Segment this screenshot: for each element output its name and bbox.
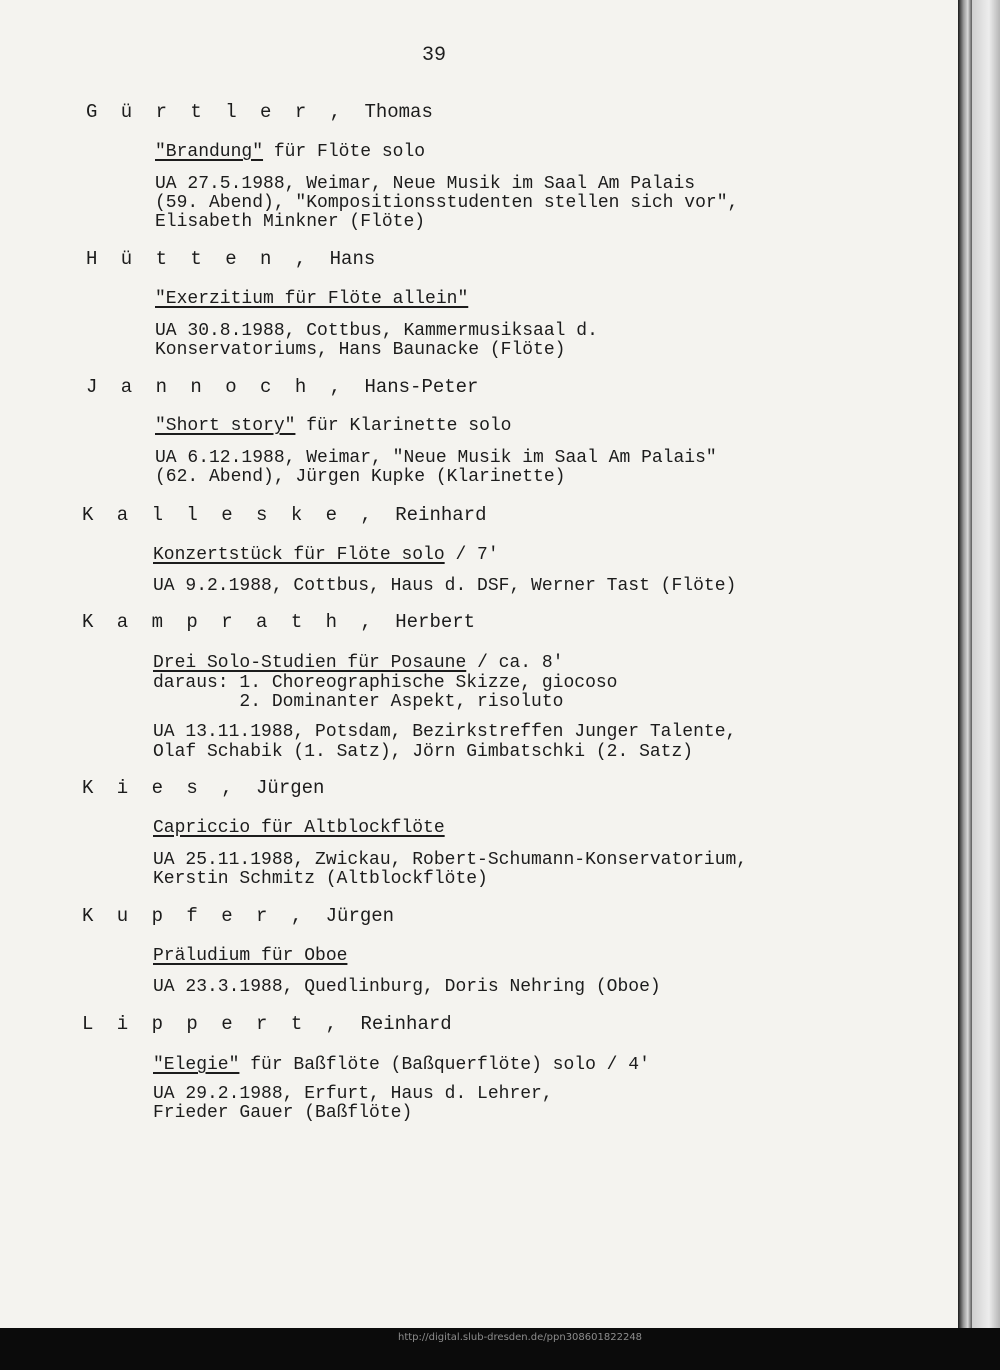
premiere-detail-line: (62. Abend), Jürgen Kupke (Klarinette) [155,467,566,487]
work-title-line [155,142,425,162]
premiere-detail-line: UA 30.8.1988, Cottbus, Kammermusiksaal d. [155,321,598,341]
premiere-detail-line: (59. Abend), "Kompositionsstudenten stellen sich vor", [155,193,739,213]
composer-first-name: Reinhard [360,1013,452,1035]
premiere-detail-line: UA 9.2.1988, Cottbus, Haus d. DSF, Werner Tast (Flöte) [153,576,737,596]
premiere-detail-line: UA 29.2.1988, Erfurt, Haus d. Lehrer, [153,1084,553,1104]
composer-first-name: Jürgen [325,905,395,927]
composer-surname: H ü t t e n , [86,248,313,270]
premiere-detail-line: UA 27.5.1988, Weimar, Neue Musik im Saal Am Palais [155,174,696,194]
composer-name [86,249,375,269]
premiere-detail-line: Konservatoriums, Hans Baunacke (Flöte) [155,340,566,360]
premiere-detail-line: UA 6.12.1988, Weimar, "Neue Musik im Saal Am Palais" [155,448,717,468]
work-title: "Elegie" [153,1055,240,1075]
work-title: Präludium für Oboe [153,946,348,966]
work-suffix: für Flöte solo [263,142,426,162]
work-suffix: / 7' [444,545,499,565]
composer-name [82,1014,452,1034]
source-url: http://digital.slub-dresden.de/ppn308601822248 [398,1332,643,1343]
premiere-detail-line: Olaf Schabik (1. Satz), Jörn Gimbatschki (2. Satz) [153,742,694,762]
page-edge-shadow [958,0,972,1370]
work-title-line [153,545,499,565]
work-title: "Short story" [155,416,296,436]
work-title-line [155,416,511,436]
work-title-line [153,946,347,966]
composer-first-name: Hans [329,248,376,270]
composer-first-name: Hans-Peter [364,376,479,398]
work-title-line [155,289,468,309]
composer-surname: L i p p e r t , [82,1013,344,1035]
composer-first-name: Jürgen [256,777,325,799]
work-suffix: für Klarinette solo [295,416,512,436]
composer-surname: G ü r t l e r , [86,101,348,123]
composer-first-name: Reinhard [395,504,487,526]
premiere-detail-line: UA 23.3.1988, Quedlinburg, Doris Nehring (Oboe) [153,977,661,997]
composer-name [82,612,475,632]
composer-name [82,778,324,798]
composer-name [82,906,394,926]
composer-first-name: Thomas [364,101,433,123]
work-title: "Brandung" [155,142,264,162]
work-title: Capriccio für Altblockflöte [153,818,445,838]
work-title-line [153,653,563,673]
composer-surname: J a n n o c h , [86,376,348,398]
composer-name [82,505,486,525]
work-suffix: / ca. 8' [466,653,564,673]
work-title-line [153,1055,650,1075]
page-number: 39 [422,44,447,67]
movement-line: daraus: 1. Choreographische Skizze, giocoso [153,673,618,693]
premiere-detail-line: UA 13.11.1988, Potsdam, Bezirkstreffen Junger Talente, [153,722,737,742]
work-title-line [153,818,445,838]
premiere-detail-line: Elisabeth Minkner (Flöte) [155,212,426,232]
composer-surname: K u p f e r , [82,905,309,927]
work-title: "Exerzitium für Flöte allein" [155,289,469,309]
book-page-stack [972,0,1000,1370]
composer-first-name: Herbert [395,611,476,633]
work-suffix: für Baßflöte (Baßquerflöte) solo / 4' [239,1055,650,1075]
composer-name [86,102,433,122]
premiere-detail-line: Frieder Gauer (Baßflöte) [153,1103,413,1123]
composer-surname: K a l l e s k e , [82,504,378,526]
work-title: Drei Solo-Studien für Posaune [153,653,467,673]
movement-line: 2. Dominanter Aspekt, risoluto [153,692,564,712]
composer-surname: K i e s , [82,777,239,799]
premiere-detail-line: UA 25.11.1988, Zwickau, Robert-Schumann-Konservatorium, [153,850,748,870]
composer-name [86,377,478,397]
premiere-detail-line: Kerstin Schmitz (Altblockflöte) [153,869,488,889]
work-title: Konzertstück für Flöte solo [153,545,445,565]
composer-surname: K a m p r a t h , [82,611,378,633]
